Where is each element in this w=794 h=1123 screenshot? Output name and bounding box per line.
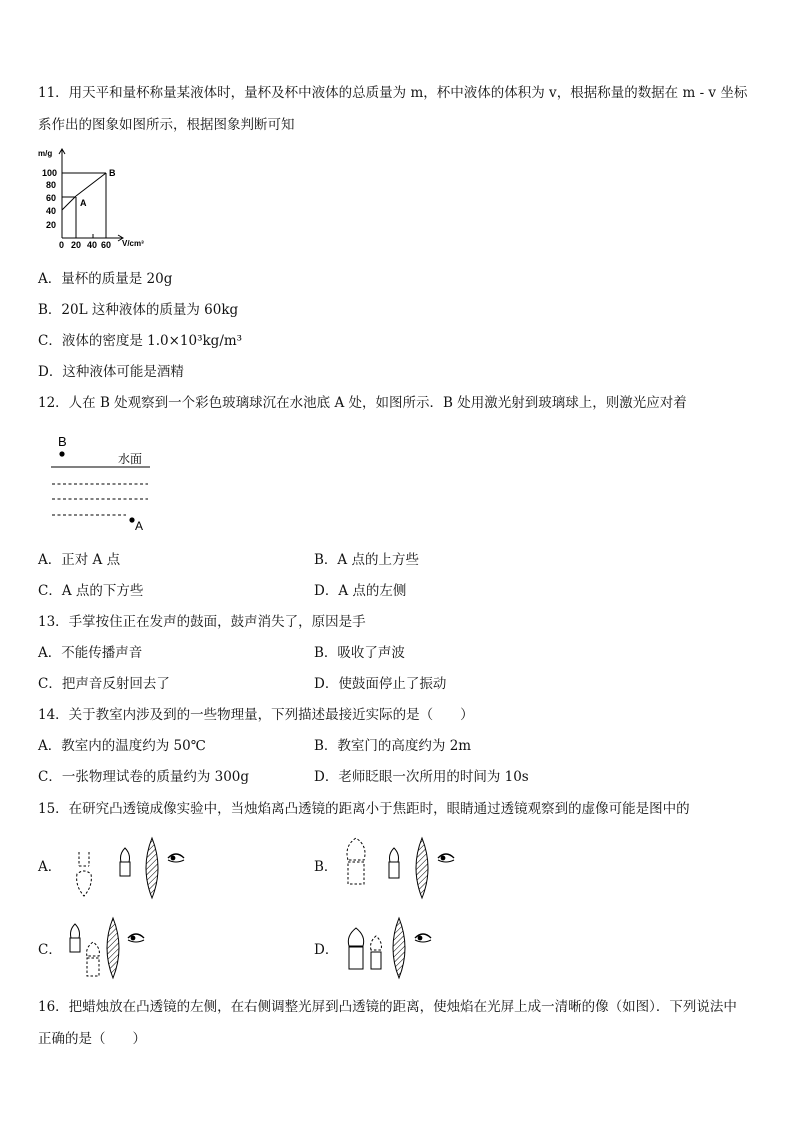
q11-option-b: B．20L 这种液体的质量为 60kg <box>38 302 239 318</box>
eye-icon <box>128 934 144 942</box>
q15-option-b-label: B． <box>314 859 338 875</box>
y-tick-40: 40 <box>46 206 57 216</box>
q14-option-c: C．一张物理试卷的质量约为 300g <box>38 769 250 785</box>
q15-option-c-figure <box>66 916 166 980</box>
q14-option-d: D．老师眨眼一次所用的时间为 10s <box>314 769 529 785</box>
q12-pool-figure <box>46 432 158 532</box>
q11-stem-line1: 11．用天平和量杯称量某液体时，量杯及杯中液体的总质量为 m，杯中液体的体积为 v，根据称量的数据在 m - v 坐标 <box>38 85 748 101</box>
y-axis-label: m/g <box>38 149 53 158</box>
q13-option-a: A．不能传播声音 <box>38 645 143 661</box>
point-a-label: A <box>80 198 87 208</box>
water-surface-label: 水面 <box>118 452 143 466</box>
eye-icon <box>415 934 431 942</box>
q11-option-a: A．量杯的质量是 20g <box>38 271 173 287</box>
q14-stem: 14．关于教室内涉及到的一些物理量，下列描述最接近实际的是（ ） <box>38 707 474 723</box>
eye-icon <box>438 854 454 862</box>
q12-option-a: A．正对 A 点 <box>38 552 121 568</box>
x-tick-20: 20 <box>71 240 82 250</box>
x-tick-0: 0 <box>59 240 65 250</box>
x-axis-label: V/cm³ <box>122 239 144 248</box>
q15-option-a-label: A． <box>38 859 62 875</box>
x-tick-40: 40 <box>87 240 98 250</box>
q12-stem: 12．人在 B 处观察到一个彩色玻璃球沉在水池底 A 处，如图所示．B 处用激光射到玻璃球上，则激光应对着 <box>38 395 687 411</box>
q15-option-d-label: D． <box>314 942 339 958</box>
q13-stem: 13．手掌按住正在发声的鼓面，鼓声消失了，原因是手 <box>38 614 366 630</box>
q16-stem-line2: 正确的是（ ） <box>38 1031 146 1047</box>
point-b-label: B <box>109 168 116 178</box>
x-tick-60: 60 <box>101 240 112 250</box>
q16-stem-line1: 16．把蜡烛放在凸透镜的左侧，在右侧调整光屏到凸透镜的距离，使烛焰在光屏上成一清晰的像（如图）．下列说法中 <box>38 999 737 1015</box>
point-a-dot <box>129 517 134 522</box>
q13-option-d: D．使鼓面停止了振动 <box>314 676 447 692</box>
q14-option-a: A．教室内的温度约为 50℃ <box>38 738 206 754</box>
q15-stem: 15．在研究凸透镜成像实验中，当烛焰离凸透镜的距离小于焦距时，眼睛通过透镜观察到的虚像可能是图中的 <box>38 801 690 817</box>
q11-mass-volume-graph <box>36 146 156 254</box>
q15-option-c-label: C． <box>38 942 62 958</box>
q11-option-c: C．液体的密度是 1.0×10³kg/m³ <box>38 333 243 349</box>
eye-icon <box>168 854 184 862</box>
q11-option-d: D．这种液体可能是酒精 <box>38 364 184 380</box>
y-tick-60: 60 <box>46 193 57 203</box>
y-tick-80: 80 <box>46 180 57 190</box>
q12-option-d: D．A 点的左侧 <box>314 583 407 599</box>
q14-option-b: B．教室门的高度约为 2m <box>314 738 472 754</box>
point-a-label: A <box>135 519 144 532</box>
y-tick-20: 20 <box>46 220 57 230</box>
y-tick-100: 100 <box>42 168 58 178</box>
q11-stem-line2: 系作出的图象如图所示，根据图象判断可知 <box>38 117 295 133</box>
q15-option-b-figure <box>342 836 462 900</box>
q15-option-d-figure <box>344 916 444 980</box>
q13-option-c: C．把声音反射回去了 <box>38 676 170 692</box>
q12-option-b: B．A 点的上方些 <box>314 552 419 568</box>
q15-option-a-figure <box>72 836 202 900</box>
point-b-label: B <box>58 434 67 449</box>
q12-option-c: C．A 点的下方些 <box>38 583 144 599</box>
point-b-dot <box>59 451 64 456</box>
q13-option-b: B．吸收了声波 <box>314 645 405 661</box>
